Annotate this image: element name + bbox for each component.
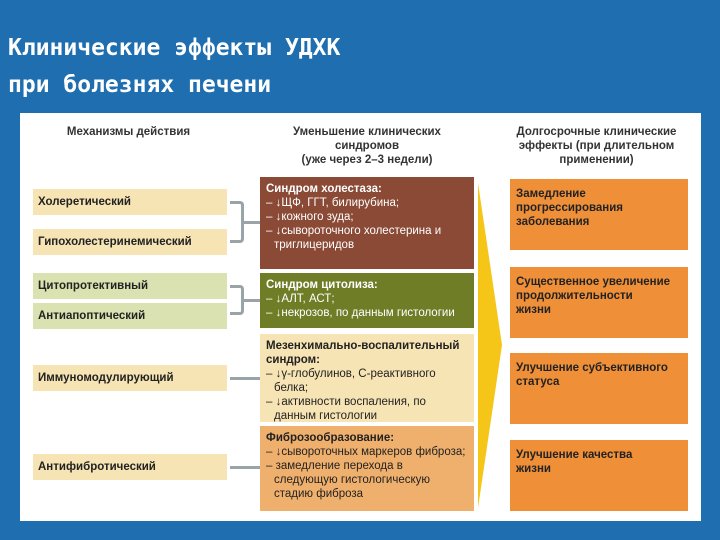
header-mechanisms bbox=[36, 125, 221, 139]
syndrome-fibrosis bbox=[260, 426, 474, 511]
header-effects-line-3: применении) bbox=[559, 154, 634, 166]
mechanism-choleretic: Холеретический bbox=[33, 189, 227, 215]
syndrome-cholestasis-line-1: – ↓ЩФ, ГГТ, билирубина; bbox=[266, 197, 400, 209]
mechanism-immunomodulating: Иммуномодулирующий bbox=[33, 365, 227, 391]
syndrome-cholestasis bbox=[260, 177, 474, 269]
header-effects-line-1: Долгосрочные клинические bbox=[516, 126, 677, 138]
syndrome-cytolysis-line-2: – ↓некрозов, по данным гистологии bbox=[266, 307, 455, 319]
syndrome-mesenchymal-line-2: – ↓активности воспаления, по данным гистологии bbox=[266, 396, 426, 422]
effect-3-line-1: Улучшение субъективного bbox=[516, 362, 668, 374]
header-effects-line-2: эффекты (при длительном bbox=[518, 140, 675, 152]
effect-quality-of-life bbox=[510, 440, 688, 511]
syndrome-fibrosis-title: Фиброзообразование: bbox=[266, 432, 395, 444]
mechanism-antifibrotic: Антифибротический bbox=[33, 454, 227, 480]
mechanism-hypocholesterolemic: Гипохолестеринемический bbox=[33, 229, 227, 255]
slide-title bbox=[8, 30, 340, 104]
effect-1-line-1: Замедление bbox=[516, 188, 586, 200]
effect-3-line-2: статуса bbox=[516, 376, 560, 388]
effect-life-expectancy bbox=[510, 267, 688, 338]
connector-cytolysis bbox=[244, 299, 260, 302]
syndrome-cytolysis bbox=[260, 273, 474, 328]
syndrome-cholestasis-title: Синдром холестаза: bbox=[266, 183, 382, 195]
syndrome-mesenchymal-inflammatory bbox=[260, 334, 474, 422]
connector-antifibrotic bbox=[230, 466, 260, 469]
syndrome-cytolysis-title: Синдром цитолиза: bbox=[266, 279, 378, 291]
effect-1-line-2: прогрессирования bbox=[516, 202, 624, 214]
header-mechanisms-line-1: Механизмы действия bbox=[66, 126, 191, 138]
effect-1-line-3: заболевания bbox=[516, 216, 590, 228]
slide-title-line-1: Клинические эффекты УДХК bbox=[8, 35, 341, 61]
syndrome-mesenchymal-line-1: – ↓γ-глобулинов, С-реактивного белка; bbox=[266, 368, 436, 394]
bracket-cytolysis bbox=[230, 285, 244, 315]
header-syndromes-line-1: Уменьшение клинических bbox=[293, 126, 441, 138]
effect-slowing-progression bbox=[510, 179, 688, 250]
syndrome-cholestasis-line-3: – ↓сывороточного холестерина и триглицеридов bbox=[266, 225, 442, 251]
effect-4-line-2: жизни bbox=[516, 463, 551, 475]
effect-4-line-1: Улучшение качества bbox=[516, 449, 633, 461]
syndrome-cytolysis-line-1: – ↓АЛТ, АСТ; bbox=[266, 293, 335, 305]
header-syndromes bbox=[260, 125, 474, 167]
connector-immunomodulating bbox=[230, 377, 260, 380]
syndrome-cholestasis-line-2: – ↓кожного зуда; bbox=[266, 211, 354, 223]
diagram-panel bbox=[20, 113, 701, 521]
mechanism-antiapoptotic: Антиапоптический bbox=[33, 303, 227, 329]
bracket-cholestasis bbox=[230, 201, 244, 243]
effect-subjective-status bbox=[510, 353, 688, 424]
syndrome-mesenchymal-title: Мезенхимально-воспалительный синдром: bbox=[266, 340, 460, 366]
mechanism-cytoprotective: Цитопротективный bbox=[33, 273, 227, 299]
effect-2-line-2: продолжительности bbox=[516, 290, 633, 302]
header-effects bbox=[504, 125, 689, 167]
effect-2-line-1: Существенное увеличение bbox=[516, 276, 671, 288]
effect-2-line-3: жизни bbox=[516, 304, 551, 316]
header-syndromes-line-2: синдромов bbox=[334, 140, 400, 152]
connector-cholestasis bbox=[244, 221, 260, 224]
syndrome-fibrosis-line-2: – замедление перехода в следующую гистологическую стадию фиброза bbox=[266, 460, 431, 500]
slide-title-line-2: при болезнях печени bbox=[8, 72, 272, 98]
header-syndromes-line-3: (уже через 2–3 недели) bbox=[301, 154, 433, 166]
syndrome-fibrosis-line-1: – ↓сывороточных маркеров фиброза; bbox=[266, 446, 466, 458]
progression-arrow bbox=[478, 183, 502, 508]
